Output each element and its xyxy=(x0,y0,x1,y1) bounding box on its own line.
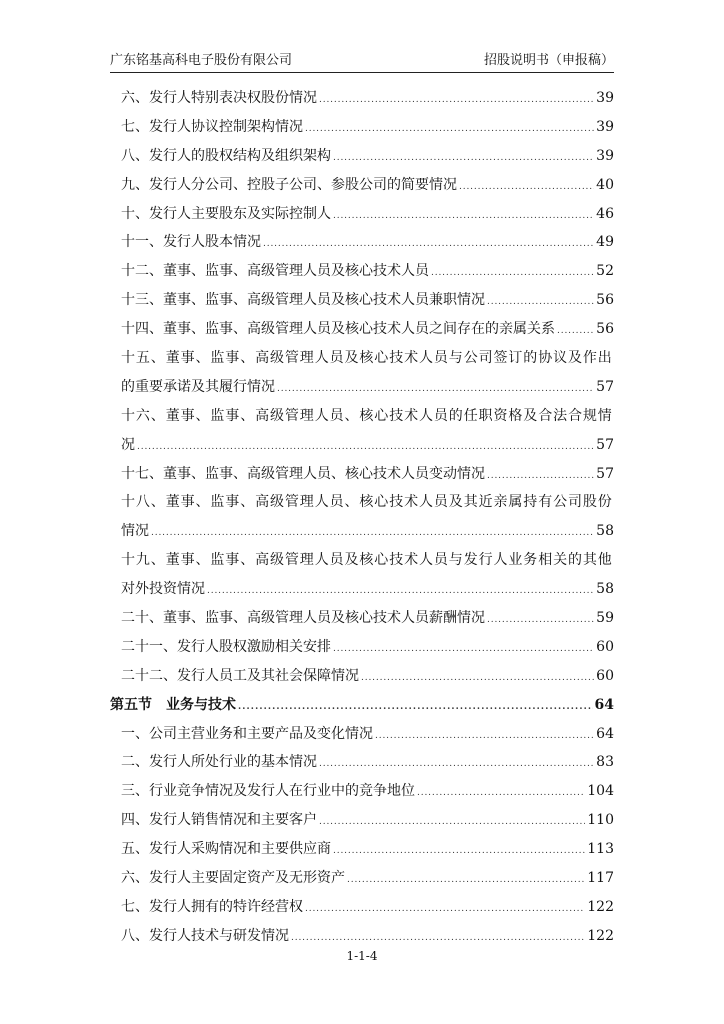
toc-entry-page: 39 xyxy=(596,118,614,135)
toc-entry-multiline[interactable] xyxy=(121,546,614,604)
toc-entry-page: 122 xyxy=(587,927,614,944)
toc-entry[interactable] xyxy=(121,893,614,922)
toc-entry[interactable] xyxy=(121,171,614,200)
dot-leader xyxy=(305,113,594,144)
header-company-name: 广东铭基高科电子股份有限公司 xyxy=(110,53,293,68)
toc-entry[interactable] xyxy=(121,748,614,777)
toc-entry[interactable] xyxy=(121,142,614,171)
dot-leader xyxy=(333,142,594,173)
toc-entry-page: 56 xyxy=(596,321,614,338)
toc-entry-multiline[interactable] xyxy=(121,402,614,460)
toc-entry-page: 60 xyxy=(596,667,614,684)
dot-leader xyxy=(431,257,594,288)
toc-entry-title: 八、发行人技术与研发情况 xyxy=(121,927,289,944)
toc-entry[interactable] xyxy=(121,922,614,951)
dot-leader xyxy=(375,720,594,751)
toc-entry-title-line1: 十五、董事、监事、高级管理人员及核心技术人员与公司签订的协议及作出 xyxy=(121,350,613,367)
toc-entry-title-line1: 十八、董事、监事、高级管理人员、核心技术人员及其近亲属持有公司股份 xyxy=(121,494,613,511)
toc-entry[interactable] xyxy=(121,315,614,344)
toc-entry-page: 113 xyxy=(587,841,614,858)
dot-leader xyxy=(417,777,585,808)
toc-entry-title: 的重要承诺及其履行情况 xyxy=(121,378,275,395)
toc-entry-title: 四、发行人销售情况和主要客户 xyxy=(121,812,317,829)
toc-entry[interactable] xyxy=(121,286,614,315)
toc-entry-title: 十三、董事、监事、高级管理人员及核心技术人员兼职情况 xyxy=(121,292,485,309)
toc-entry[interactable] xyxy=(121,604,614,633)
toc-entry-page: 104 xyxy=(587,783,614,800)
toc-entry-page: 52 xyxy=(596,263,614,280)
dot-leader xyxy=(238,691,593,722)
toc-entry[interactable] xyxy=(121,633,614,662)
dot-leader xyxy=(137,431,594,462)
running-header xyxy=(110,50,614,73)
toc-entry-title: 十四、董事、监事、高级管理人员及核心技术人员之间存在的亲属关系 xyxy=(121,321,555,338)
toc-entry-page: 57 xyxy=(596,378,614,395)
dot-leader xyxy=(361,662,594,693)
toc-entry-page: 58 xyxy=(596,581,614,598)
toc-entry-title: 一、公司主营业务和主要产品及变化情况 xyxy=(121,725,373,742)
toc-entry-page: 57 xyxy=(596,436,614,453)
toc-entry[interactable] xyxy=(121,84,614,113)
toc-entry-page: 83 xyxy=(596,754,614,771)
toc-entry-page: 58 xyxy=(596,523,614,540)
toc-entry-title-line1: 十九、董事、监事、高级管理人员及核心技术人员与发行人业务相关的其他 xyxy=(121,552,613,569)
dot-leader xyxy=(277,373,594,404)
dot-leader xyxy=(487,604,594,635)
toc-entry-title-line1: 十六、董事、监事、高级管理人员、核心技术人员的任职资格及合法合规情 xyxy=(121,407,613,424)
toc-entry-page: 57 xyxy=(596,465,614,482)
toc-entry-page: 60 xyxy=(596,638,614,655)
toc-entry-title: 二十二、发行人员工及其社会保障情况 xyxy=(121,667,359,684)
dot-leader xyxy=(487,286,594,317)
toc-entry-title: 五、发行人采购情况和主要供应商 xyxy=(121,841,331,858)
toc-entry-title: 六、发行人特别表决权股份情况 xyxy=(121,90,317,106)
toc-entry-page: 110 xyxy=(587,812,614,829)
toc-entry-title: 十、发行人主要股东及实际控制人 xyxy=(121,205,331,222)
section-title: 第五节 业务与技术 xyxy=(110,696,236,713)
toc-entry-page: 40 xyxy=(596,176,614,193)
toc-entry-page: 46 xyxy=(596,205,614,222)
toc-section-heading[interactable] xyxy=(110,691,614,720)
dot-leader xyxy=(459,171,594,202)
dot-leader xyxy=(333,633,594,664)
toc-entry-page: 122 xyxy=(587,898,614,915)
page-number: 1-1-4 xyxy=(346,949,378,963)
toc-entry-page: 56 xyxy=(596,292,614,309)
toc-entry-page: 59 xyxy=(596,610,614,627)
toc-entry[interactable] xyxy=(121,228,614,257)
toc-entry-title: 九、发行人分公司、控股子公司、参股公司的简要情况 xyxy=(121,176,457,193)
toc-entry-title: 三、行业竞争情况及发行人在行业中的竞争地位 xyxy=(121,783,415,800)
dot-leader xyxy=(333,835,585,866)
table-of-contents xyxy=(110,84,614,951)
toc-entry[interactable] xyxy=(121,200,614,229)
toc-entry[interactable] xyxy=(121,460,614,489)
dot-leader xyxy=(333,200,594,231)
toc-entry-title: 八、发行人的股权结构及组织架构 xyxy=(121,147,331,164)
toc-entry-title: 二十、董事、监事、高级管理人员及核心技术人员薪酬情况 xyxy=(121,610,485,627)
toc-entry-title: 二、发行人所处行业的基本情况 xyxy=(121,754,317,771)
toc-entry[interactable] xyxy=(121,662,614,691)
dot-leader xyxy=(263,228,594,259)
toc-entry-title: 十二、董事、监事、高级管理人员及核心技术人员 xyxy=(121,263,429,280)
toc-entry-multiline[interactable] xyxy=(121,344,614,402)
toc-entry[interactable] xyxy=(121,864,614,893)
toc-entry[interactable] xyxy=(121,777,614,806)
dot-leader xyxy=(347,864,585,895)
dot-leader xyxy=(319,806,585,837)
toc-entry[interactable] xyxy=(121,720,614,749)
dot-leader xyxy=(319,748,594,779)
toc-entry-page: 39 xyxy=(596,147,614,164)
dot-leader xyxy=(207,575,594,606)
toc-entry-title: 对外投资情况 xyxy=(121,581,205,598)
toc-entry-page: 64 xyxy=(596,725,614,742)
toc-entry[interactable] xyxy=(121,806,614,835)
toc-entry-page: 49 xyxy=(596,234,614,251)
dot-leader xyxy=(487,460,594,491)
dot-leader xyxy=(319,84,594,115)
dot-leader xyxy=(151,517,594,548)
toc-entry[interactable] xyxy=(121,113,614,142)
toc-entry-page: 39 xyxy=(596,90,614,106)
dot-leader xyxy=(305,893,585,924)
toc-entry-page: 117 xyxy=(587,870,614,887)
toc-entry-title: 十七、董事、监事、高级管理人员、核心技术人员变动情况 xyxy=(121,465,485,482)
toc-entry[interactable] xyxy=(121,835,614,864)
toc-entry-title: 二十一、发行人股权激励相关安排 xyxy=(121,638,331,655)
toc-entry-title: 情况 xyxy=(121,523,149,540)
dot-leader xyxy=(557,315,594,346)
toc-entry[interactable] xyxy=(121,257,614,286)
toc-entry-title: 十一、发行人股本情况 xyxy=(121,234,261,251)
toc-entry-title: 况 xyxy=(121,436,135,453)
toc-entry-title: 七、发行人协议控制架构情况 xyxy=(121,118,303,135)
toc-entry-title: 六、发行人主要固定资产及无形资产 xyxy=(121,870,345,887)
toc-entry-title: 七、发行人拥有的特许经营权 xyxy=(121,898,303,915)
section-page: 64 xyxy=(594,696,614,713)
toc-entry-multiline[interactable] xyxy=(121,488,614,546)
header-document-title: 招股说明书（申报稿） xyxy=(483,53,614,68)
